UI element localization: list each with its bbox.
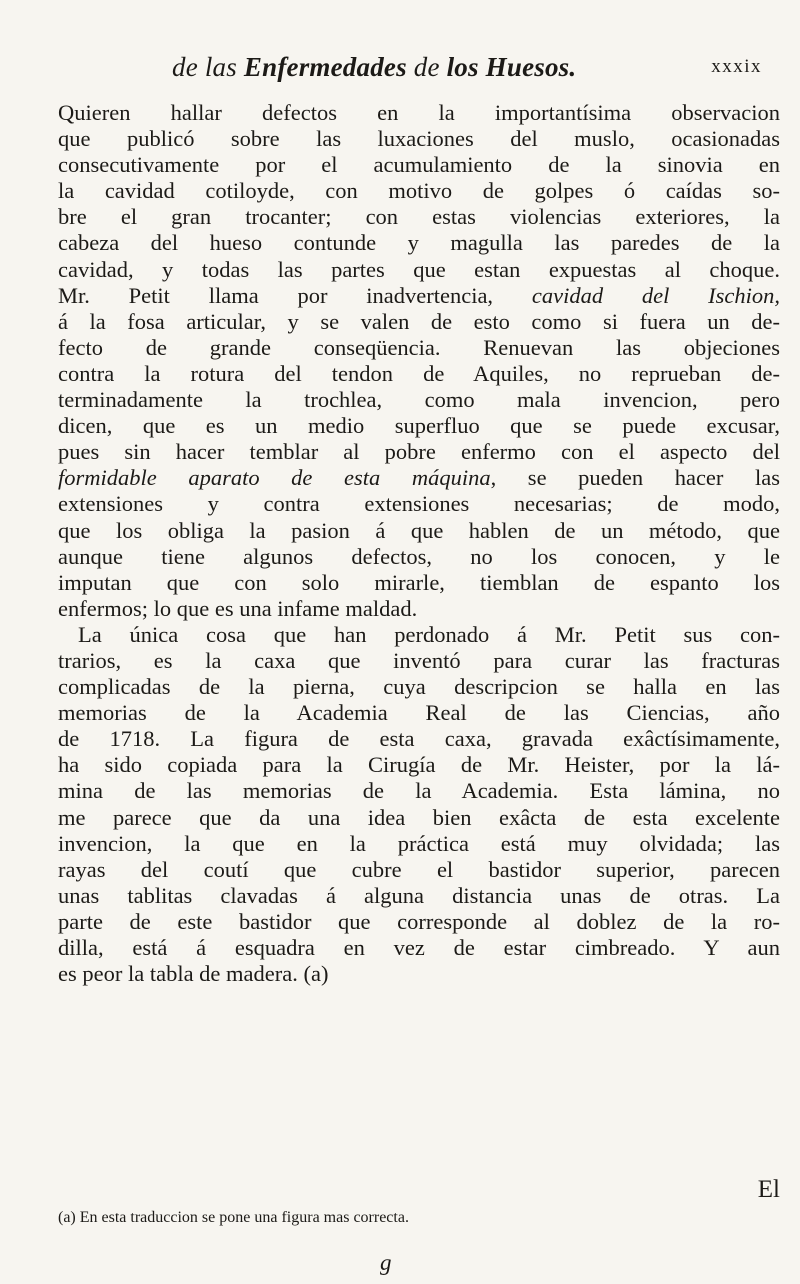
running-head [172,52,762,88]
text-line: cabeza del hueso contunde y magulla las paredes de la [58,230,780,256]
page-number: xxxix [711,56,762,77]
text-line: mina de las memorias de la Academia. Esta lámina, no [58,778,780,804]
running-title-mid: de [406,52,447,82]
running-title [172,52,576,83]
text-line: la cavidad cotiloyde, con motivo de golpes ó caídas so- [58,178,780,204]
text-line: es peor la tabla de madera. (a) [58,961,329,987]
text-line: extensiones y contra extensiones necesarias; de modo, [58,491,780,517]
text-line: contra la rotura del tendon de Aquiles, no reprueban de- [58,360,780,386]
text-line: aunque tiene algunos defectos, no los conocen, y le [58,543,780,569]
catchword: El [757,1176,780,1203]
text-line: que los obliga la pasion á que hablen de un método, que [58,517,780,543]
text-line: complicadas de la pierna, cuya descripcion se halla en las [58,674,780,700]
text-line [58,465,780,491]
text-run: Mr. Petit llama por inadvertencia, [58,282,532,308]
text-line: trarios, es la caxa que inventó para curar las fracturas [58,647,780,673]
text-line: imputan que con solo mirarle, tiemblan de espanto los [58,569,780,595]
text-line [58,283,780,309]
footnote-area [58,1176,780,1228]
text-line: invencion, la que en la práctica está muy olvidada; las [58,830,780,856]
text-line: La única cosa que han perdonado á Mr. Petit sus con- [78,621,780,647]
text-line: memorias de la Academia Real de las Ciencias, año [58,700,780,726]
text-line: Quieren hallar defectos en la importantísima observacion [58,100,780,125]
text-line: de 1718. La figura de esta caxa, gravada exâctísimamente, [58,726,780,752]
signature-mark: g [380,1250,392,1275]
italic-run: cavidad del Ischion, [531,282,780,308]
text-line: enfermos; lo que es una infame maldad. [58,595,418,621]
text-line: á la fosa articular, y se valen de esto como si fuera un de- [58,308,780,334]
body-text [58,100,780,987]
text-line: me parece que da una idea bien exâcta de esta excelente [58,804,780,830]
text-line-italic: pues sin hacer temblar al pobre enfermo con el aspecto del [58,439,780,465]
text-line: ha sido copiada para la Cirugía de Mr. Heister, por la lá- [58,752,780,778]
running-title-end: los Huesos. [446,52,577,82]
text-line: rayas del coutí que cubre el bastidor superior, parecen [58,856,780,882]
text-line: parte de este bastidor que corresponde al doblez de la ro- [58,908,780,934]
text-line: consecutivamente por el acumulamiento de la sinovia en [58,152,780,178]
text-line: unas tablitas clavadas á alguna distancia unas de otras. La [58,882,780,908]
italic-run: formidable aparato de esta máquina [58,465,491,491]
text-line: bre el gran trocanter; con estas violencias exteriores, la [58,204,780,230]
running-title-main: Enfermedades [243,52,407,82]
running-title-prefix: de las [172,52,244,82]
text-line: dilla, está á esquadra en vez de estar cimbreado. Y aun [58,935,780,960]
text-line: que publicó sobre las luxaciones del muslo, ocasionadas [58,126,780,152]
text-line: fecto de grande conseqüencia. Renuevan las objeciones [58,334,780,360]
text-line: terminadamente la trochlea, como mala invencion, pero [58,387,780,413]
text-line: dicen, que es un medio superfluo que se puede excusar, [58,413,780,439]
text-run: , se pueden hacer las [490,465,780,491]
text-line: cavidad, y todas las partes que estan expuestas al choque. [58,256,780,282]
footnote: (a) En esta traduccion se pone una figura mas correcta. [58,1209,409,1226]
